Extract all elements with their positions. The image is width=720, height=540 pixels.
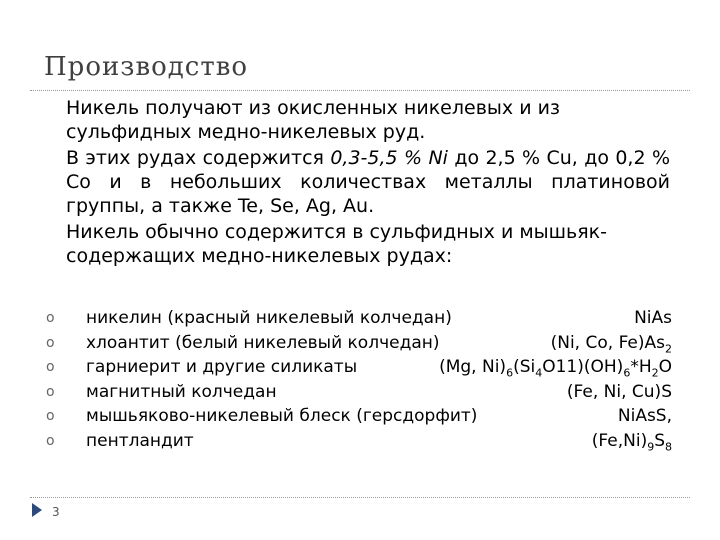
bullet-icon: o bbox=[46, 310, 55, 326]
mineral-formula: NiAs bbox=[634, 308, 672, 328]
mineral-list bbox=[46, 306, 686, 453]
paragraph-ore-types: Никель обычно содержится в сульфидных и мышьяк-содержащих медно-никелевых рудах: bbox=[66, 221, 608, 267]
mineral-name: хлоантит (белый никелевый колчедан) bbox=[86, 332, 440, 353]
mineral-name: пентландит bbox=[86, 430, 194, 451]
list-item-chloanthite bbox=[46, 331, 686, 356]
bullet-icon: o bbox=[46, 408, 55, 424]
mineral-name: магнитный колчедан bbox=[86, 381, 277, 402]
footer-divider bbox=[30, 497, 690, 498]
mineral-name: никелин (красный никелевый колчедан) bbox=[86, 308, 452, 328]
composition-suffix: до 2,5 % Cu, до 0,2 % Co и в небольших количествах металлы платиновой группы, а также Te, Se, Ag, Au. bbox=[66, 147, 670, 217]
list-item-nickeline bbox=[46, 306, 686, 331]
mineral-formula: (Fe, Ni, Cu)S bbox=[566, 381, 672, 402]
bullet-icon: o bbox=[46, 383, 55, 400]
list-item-garnierite bbox=[46, 355, 686, 380]
title-divider bbox=[30, 90, 690, 91]
mineral-name: гарниерит и другие силикаты bbox=[86, 357, 358, 377]
bullet-icon: o bbox=[46, 359, 55, 375]
mineral-formula: (Mg, $Ni)_6(Si_4O11)(OH)_6*H_2O$ bbox=[439, 357, 672, 380]
page-number: 3 bbox=[52, 505, 60, 519]
paragraph-ore-composition bbox=[66, 146, 670, 218]
mineral-formula: (Ni, Co, $Fe)As_2$ bbox=[550, 332, 672, 355]
slide-body bbox=[66, 96, 670, 270]
mineral-formula: $(Fe,Ni)_9S_8$ bbox=[591, 430, 672, 453]
bullet-icon: o bbox=[46, 432, 55, 449]
mineral-formula: NiAsS, bbox=[617, 406, 672, 426]
list-item-pyrrhotite bbox=[46, 380, 686, 405]
composition-prefix: В этих рудах содержится bbox=[66, 147, 331, 169]
list-item-gersdorffite bbox=[46, 404, 686, 429]
mineral-name: мышьяково-никелевый блеск (герсдорфит) bbox=[86, 406, 478, 426]
bullet-icon: o bbox=[46, 334, 55, 351]
slide-title: Производство bbox=[44, 52, 249, 82]
page-marker-icon bbox=[32, 503, 42, 517]
nickel-content-range: 0,3-5,5 % Ni bbox=[330, 147, 448, 169]
list-item-pentlandite bbox=[46, 429, 686, 454]
paragraph-production-sources: Никель получают из окисленных никелевых и из сульфидных медно-никелевых руд. bbox=[66, 97, 561, 143]
